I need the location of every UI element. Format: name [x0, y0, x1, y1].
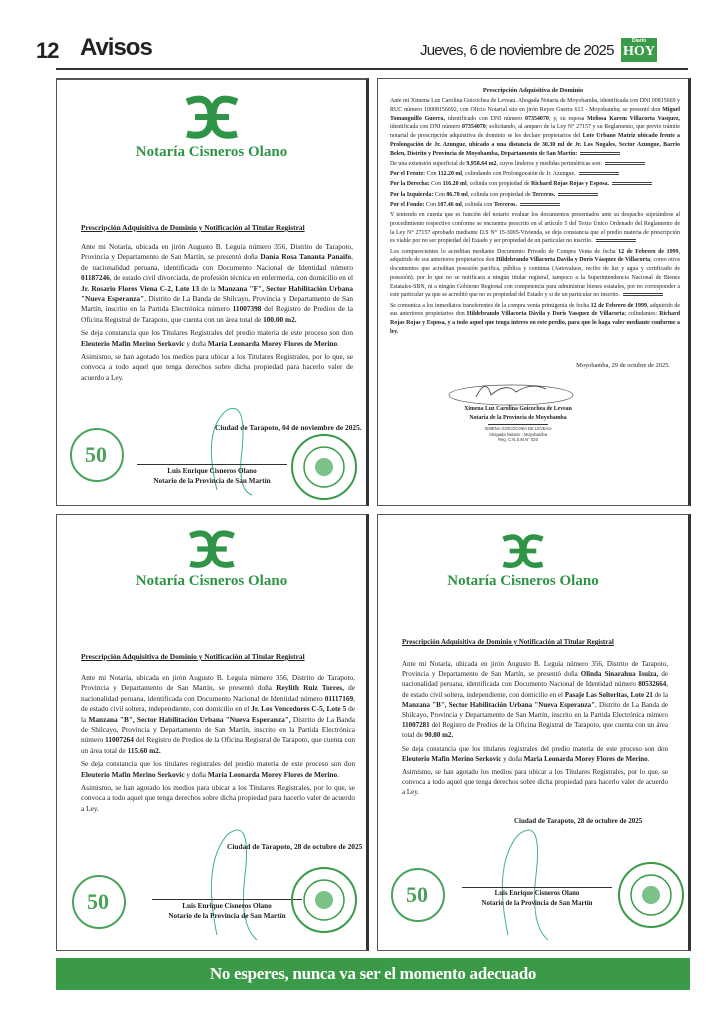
header-divider	[56, 68, 688, 70]
signer-role: Notario de la Provincia de San Martín	[153, 477, 271, 485]
anniversary-seal-icon	[67, 420, 127, 490]
text: , colinda con propiedad de	[467, 191, 533, 198]
notice-cisneros-3	[377, 514, 691, 951]
text: .	[337, 338, 339, 348]
signature-block	[448, 405, 588, 443]
text: Con	[424, 201, 438, 208]
bold-text: Eleuterio Mafin Merino Serkovic	[81, 769, 185, 779]
text: ; colindantes:	[624, 311, 660, 318]
bold-text: Reylith Ruiz Torres,	[276, 683, 344, 693]
bold-text: Melissa Karem Villacorta Vasquez,	[587, 115, 680, 122]
paragraph	[390, 170, 680, 179]
bold-text: 11007264	[105, 735, 134, 745]
text: Ante mi Ximena Luz Carolina Goicochea de Leveau. Abogada Notaria de Moyobamba, identificada con DNI 00815669 y RUC número 10008156692, con Oficio Notarial sito en jirón Reyes Guerra 613 - Moyobamba; se presentó don	[390, 98, 680, 113]
signer-name: Luis Enrique Cisneros Olano	[167, 467, 257, 475]
bold-text: 86.70 ml	[446, 191, 468, 198]
text: , cuyos linderos y medidas perimétricas son:	[496, 160, 602, 167]
text: , adquirido de sus anteriores propietarios don	[390, 302, 680, 318]
bold-text: Terceros.	[532, 191, 556, 198]
signature-line	[462, 887, 612, 888]
signer-name: Ximena Luz Carolina Goicochea de Leveau	[464, 406, 572, 412]
bold-text: Eleuterio Mafin Merino Serkovic	[402, 754, 502, 763]
signature-line	[137, 464, 287, 465]
signature-block	[152, 899, 302, 921]
bold-text: 07354070	[461, 124, 486, 131]
notary-logo-icon	[181, 529, 243, 569]
place-date: Moyobamba, 29 de octubre de 2025.	[576, 362, 670, 369]
signer-role: Notario de la Provincia de San Martín	[481, 899, 593, 907]
bold-text: Manzana "F", Sector Habilitación Urbana "Nueva Esperanza"	[81, 283, 353, 304]
text: Se deja constancia que los titulares registrales del predio materia de este proceso son don	[402, 744, 668, 753]
bold-text: Manzana "B", Sector Habilitación Urbana "Nueva Esperanza",	[88, 714, 291, 724]
notice-cisneros-1	[56, 78, 369, 506]
paragraph	[81, 242, 353, 325]
text: .	[337, 769, 339, 779]
paragraph	[390, 201, 680, 210]
notary-seal-icon	[289, 432, 359, 502]
bold-text: 115.60 m2.	[127, 745, 161, 755]
bold-text: 12 de Febrero de 1999	[590, 302, 647, 309]
text: ; y, su esposa	[548, 115, 588, 122]
paragraph	[81, 673, 355, 756]
bold-text: 107.46 ml	[437, 201, 462, 208]
diario-hoy-logo	[621, 38, 657, 62]
place-date: Ciudad de Tarapoto, 28 de octubre de 2025	[227, 842, 363, 851]
text: , de estado civil soltera, independiente, con domicilio en el	[402, 680, 668, 699]
text: de la	[198, 283, 219, 293]
text: Se deja constancia que los titulares registrales del predio materia de este proceso son don	[81, 759, 355, 769]
text: de nacionalidad peruana, identificada con Documento Nacional de Identidad número	[81, 683, 355, 703]
bold-text: 12 de Febrero de 1999	[618, 248, 679, 255]
bold-text: 9,958.64 m2	[466, 160, 497, 167]
svg-text:50: 50	[87, 889, 109, 914]
text: Asimismo, se han agotado los medios para ubicar a los Titulares Registrales, por lo que, se convoca a todo aquel que tenga derechos sobre dicha propiedad para hacerlo valer de acuerdo a Ley.	[81, 352, 353, 382]
paragraph	[81, 759, 355, 780]
bold-text: 11007281	[402, 721, 430, 730]
paragraph	[81, 328, 353, 349]
text: del Registro de Predios de la Oficina Registral de Tarapoto, que cuenta con un área total de	[402, 721, 668, 740]
text: , Distrito de La Banda de Shilcayo, Provincia y Departamento de San Martín, inscrito en la Partida Electrónica número	[402, 700, 668, 720]
signer-name: Luis Enrique Cisneros Olano	[182, 902, 272, 910]
notice-title: Prescripción Adquisitiva de Dominio	[482, 87, 584, 94]
bold-text: 01117169	[324, 693, 354, 703]
text: identificado con DNI número	[444, 115, 526, 122]
bold-text: y a todo aquel que tenga interes en este predio, para que lo haga valer mediante conforme a ley.	[390, 320, 681, 335]
bold-text: Olinda Sinarahua Isuiza,	[580, 670, 659, 679]
text: , de estado civil soltera, independiente, con domicilio en el	[81, 693, 355, 714]
fill-rule	[605, 162, 645, 165]
place-date: Ciudad de Tarapoto, 28 de octubre de 2025	[514, 817, 643, 825]
logo-small-text: Diario	[631, 38, 647, 44]
notary-seal-icon	[616, 860, 686, 930]
text: del Registro de Predios de la Oficina Registral de Tarapoto, que cuenta con un área total de	[81, 304, 353, 324]
text: del Registro de Predios de la Oficina Registral de Tarapoto, que cuenta con un área total de	[81, 735, 355, 755]
text: , adquirido de sus anteriores propietarios don	[390, 248, 680, 264]
notice-body	[81, 242, 353, 386]
bold-text: 01187246	[81, 273, 110, 283]
bold-text: Hildebrando Villacorta Davila y Doris Vásquez de Villacorta	[496, 257, 651, 264]
bold-text: Richard Rojas Rojas y Esposa,	[390, 311, 681, 326]
footer-banner: No esperes, nunca va ser el momento adecuado	[56, 958, 690, 990]
signature-icon	[488, 805, 558, 945]
text: identificada con DNI número	[390, 124, 462, 131]
notice-title: Prescripción Adquisitiva de Dominio y Notificación al Titular Registral	[81, 652, 305, 661]
notice-body	[402, 659, 668, 801]
paragraph	[402, 767, 668, 798]
notice-goicochea	[377, 78, 691, 506]
bold-text: Jr. Rosario Flores Viena C-2, Lote 13	[81, 283, 199, 293]
bold-text: 90.80 m2.	[424, 731, 454, 740]
text: y doña	[184, 769, 208, 779]
paragraph	[402, 744, 668, 764]
bold-text: Manzana "B", Sector Habilitación Urbana "Nueva Esperanza"	[402, 700, 595, 709]
text: Ante mi Notaría, ubicada en jirón Augusto B. Leguía número 356, Distrito de Tarapoto, Provincia y Departamento de San Martín, se presentó doña	[81, 673, 355, 693]
bold-text: Danía Rosa Tananta Panaifo	[260, 252, 352, 262]
text: Con	[433, 191, 447, 198]
text: Ante mi Notaría, ubicada en jirón Augusto B. Leguía número 356, Distrito de Tarapoto, Provincia y Departamento de San Martín, se presentó doña	[402, 660, 668, 679]
text: Con	[425, 171, 438, 177]
paragraph	[81, 352, 353, 383]
bold-text: Maria Leonarda Morey Flores de Merino	[207, 769, 338, 779]
bold-text: Por el Fondo:	[390, 201, 425, 208]
bold-text: 116.20 ml	[442, 181, 467, 188]
signature-icon	[197, 805, 267, 945]
place-date: Ciudad de Tarapoto, 04 de noviembre de 2025.	[215, 423, 362, 432]
fill-rule	[558, 193, 598, 196]
signature-icon	[446, 377, 576, 407]
bold-text: Pasaje Las Solteritas, Lote 21	[564, 690, 653, 699]
text: , colindando con Prolongocaión de Jr. Azungue.	[462, 171, 576, 177]
section-title: Avisos	[80, 34, 152, 61]
bold-text: Por la Derecha:	[390, 181, 430, 188]
text: , de nacionalidad peruana, identificada con Documento Nacional de Identidad número	[81, 252, 353, 272]
bold-text: 80532664	[638, 680, 667, 689]
signature-block	[137, 464, 287, 486]
notice-body	[81, 673, 355, 817]
notary-logo-icon	[494, 533, 552, 569]
text: de la	[652, 690, 668, 699]
page-number: 12	[36, 38, 59, 63]
signer-role: Notario de la Provincia de San Martín	[168, 912, 286, 920]
paragraph	[390, 302, 680, 337]
signature-block	[462, 887, 612, 908]
notary-seal-icon	[289, 865, 359, 935]
text: y doña	[501, 754, 524, 763]
text: de la	[81, 704, 355, 724]
text: , colinda con	[461, 201, 494, 208]
fill-rule	[580, 152, 620, 155]
notary-name: Notaría Cisneros Olano	[135, 573, 288, 589]
paragraph	[390, 180, 680, 189]
anniversary-seal-icon	[69, 867, 129, 937]
text: Se comunica a los inmediatos transferentes de la compra venta primigenia de fecha	[390, 302, 591, 309]
paragraph	[390, 160, 680, 169]
text: Se deja constancia que los Titulares Registrales del predio materia de este proceso son don	[81, 328, 353, 338]
paragraph	[390, 97, 680, 158]
paragraph	[402, 659, 668, 741]
bold-text: Lote Urbano Matriz ubicado frente a Prolongación de Jr. Azungue, ubicado a una distancia de 30.30 ml de Jr. Los Nogales, Sector Azungue, Barrio Belen, Distrito y Provincia de Moyobamba, Departamento de San Martín:	[390, 133, 680, 157]
notary-brand	[57, 94, 366, 161]
notice-title: Prescripción Adquisitiva de Dominio y Notificación al Titular Registral	[81, 223, 305, 232]
bold-text: 112.20 ml	[437, 171, 463, 177]
text: Los comparecientes lo acreditan mediante Documento Privado de Compra Venta de fecha	[390, 248, 619, 255]
text: ; solicitando, al amparo de la Ley N° 27157 y su Reglamento, que previo trámite notarial de prescripción adquisitiva de dominio se les declare propietarios del	[390, 124, 680, 139]
bold-text: Hildebrando Villacorta Dávila y Doris Vasquez de Villacorta	[466, 311, 625, 318]
notice-cisneros-2	[56, 514, 369, 951]
anniversary-seal-icon	[388, 860, 448, 930]
signature-line	[152, 899, 302, 900]
notary-name: Notaría Cisneros Olano	[447, 573, 599, 589]
notice-body	[390, 97, 680, 338]
stamp-reg: Reg. C.N.S.M.N° 020	[498, 437, 538, 442]
bold-text: María Leonarda Morey Flores de Merino	[207, 338, 338, 348]
fill-rule	[520, 203, 560, 206]
text: , Distrito de La Banda de Shilcayo, Provincia y Departamento de San Martín, inscrito en la Partida Electrónica número	[81, 294, 353, 314]
text: Distrito de La Banda de Shilcayo, Provincia y Departamento de San Martín, inscrito en la Partida Electrónica número	[81, 714, 355, 745]
text: , colinda con propiedad de	[466, 181, 531, 188]
text: ; como otros documentos que acreditan posesión pacifica, pública y continua (Autovaluos, recibo de luz y agua y certificado de posesión). por lo que no se notificara a ningún titular registral, tampoco a la Superintendencia Nacional de Bienes Estatales-SBN, ni a ningún Gobierno Regional con competencia para administrar bienes estatales, por no corresponder a este particular ya que se acreditó que no es propiedad del Estado y si de un particular no inscrito.	[390, 257, 681, 299]
text: .	[647, 754, 650, 763]
text: De una extensión superficial de	[390, 160, 467, 167]
notary-brand	[377, 533, 678, 590]
stamp-name: XIMENA GOICOCHEA DE LEVEAU	[484, 426, 552, 431]
text: , de estado civil divorciada, de profesión técnica en enfermería, con domicilio en el	[109, 273, 353, 283]
bold-text: Por el Frente:	[390, 171, 426, 177]
paragraph	[390, 248, 680, 301]
fill-rule	[579, 172, 619, 175]
text: y doña	[184, 338, 208, 348]
bold-text: 11007398	[232, 304, 262, 314]
signer-role: Notaria de la Provincia de Moyobamba	[469, 414, 567, 421]
issue-date: Jueves, 6 de noviembre de 2025	[420, 42, 614, 59]
fill-rule	[596, 239, 636, 242]
bold-text: Miguel Tomanguillo Guerra,	[390, 106, 680, 122]
fill-rule	[623, 293, 663, 296]
text: Asimismo, se han agotado los medios para ubicar a los Titulares Registrales, por lo que, se convoca a todo aquel que tenga derechos sobre dicha propiedad para hacerlo valer de acuerdo a Ley.	[402, 768, 668, 797]
logo-big-text: HOY	[623, 44, 655, 59]
notary-brand	[57, 529, 366, 590]
bold-text: Richard Rojas Rojas y Esposa.	[530, 181, 609, 188]
bold-text: 07354070	[525, 115, 549, 122]
text: de nacionalidad peruana, identificada con Documento Nacional de Identidad número	[402, 670, 668, 689]
stamp-role: Abogada Notario - Moyobamba	[488, 431, 548, 437]
text: Con	[429, 181, 443, 188]
svg-text:50: 50	[406, 882, 428, 907]
bold-text: Jr. Los Vencedores C-5, Lote 5	[251, 704, 347, 714]
text: Asimismo, se han agotado los medios para ubicar a los Titulares Registrales, por lo que, se convoca a todo aquel que tenga derechos sobre dicha propiedad para hacerlo valer de acuerdo a Ley.	[81, 783, 355, 813]
bold-text: 100.00 m2.	[263, 314, 297, 324]
notary-logo-icon	[181, 94, 243, 140]
paragraph	[390, 211, 680, 246]
paragraph	[390, 191, 680, 200]
text: Y teniendo en cuenta que es función del notario evaluar los documentos presentados ante su despacho sujetándose al procedimiento respectivo conforme se encuentra prescrito en el artículo 5 del Texto Único Ordenado del Reglamento de la Ley N° 27157 aprobado mediante D.S N° 15-3005-Vivienda, se deja constancia que el predio materia de prescripción es viable por no ser propiedad del Estado y ser propiedad de un particular no inscrito.	[390, 212, 680, 245]
bold-text: Por la Izquierda:	[390, 191, 434, 198]
notice-title: Prescripción Adquisitiva de Dominio y Notificación al Titular Registral	[402, 638, 614, 646]
bold-text: Terceros.	[493, 201, 517, 208]
stamp-divider	[488, 424, 548, 425]
text: Ante mi Notaría, ubicada en jirón Augusto B. Leguía número 356, Distrito de Tarapoto, Provincia y Departamento de San Martín, se presentó doña	[81, 242, 353, 262]
signer-name: Luis Enrique Cisneros Olano	[494, 890, 580, 897]
svg-text:50: 50	[85, 442, 107, 467]
notary-name: Notaría Cisneros Olano	[135, 144, 288, 160]
bold-text: Maria Leonarda Morey Flores de Merino	[523, 754, 648, 763]
bold-text: Eleuterio Mafin Merino Serkovic	[81, 338, 185, 348]
fill-rule	[612, 182, 652, 185]
